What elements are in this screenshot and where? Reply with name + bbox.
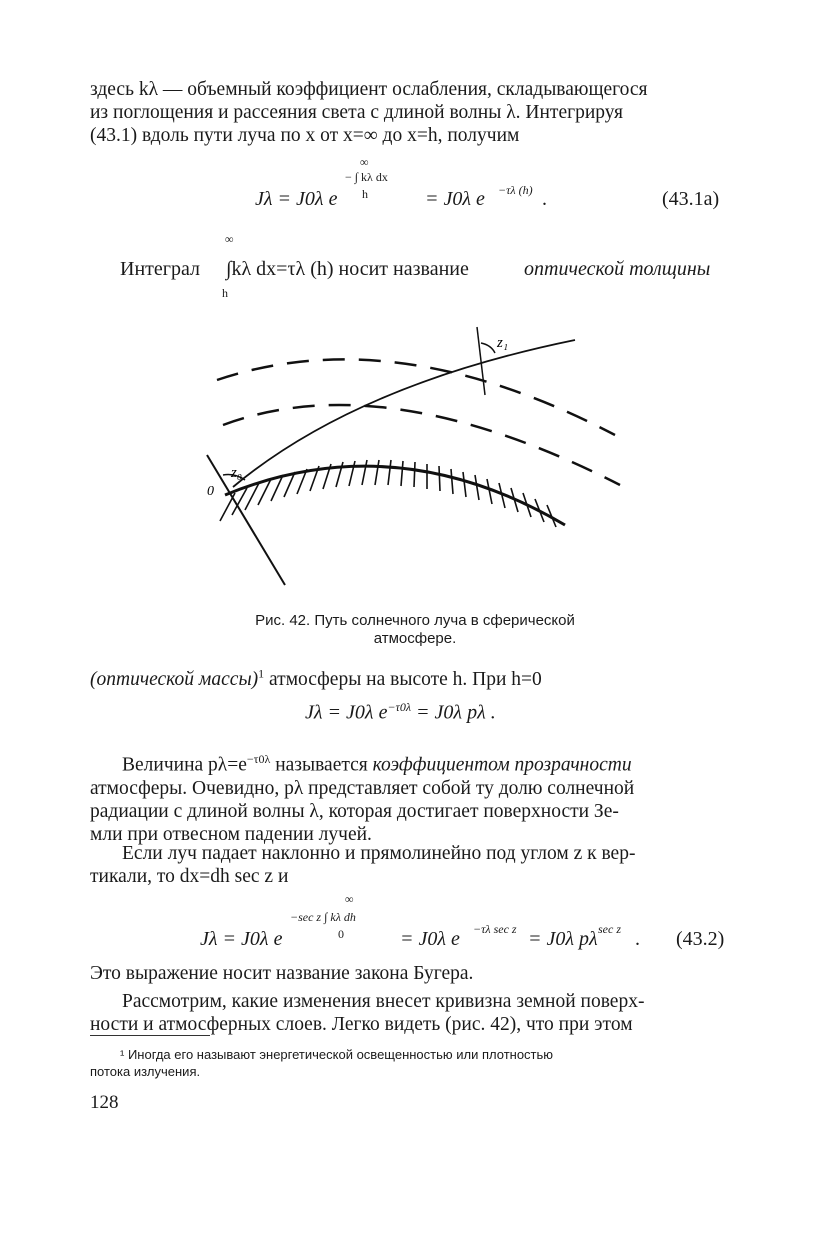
eq-h0-text: Jλ = J0λ e [305,701,388,724]
eq-h0-rest: = J0λ pλ . [411,701,496,724]
eq-432-exp-upper: ∞ [345,892,354,906]
atmosphere-layer-upper [217,359,615,435]
atmosphere-layer-lower [223,405,620,485]
eq-431a-right: = J0λ e [425,188,485,210]
eq-432-mid: = J0λ e [400,928,460,950]
eq-432-exp-lower: 0 [338,927,344,941]
bouguer-text: Это выражение носит название закона Бугера. [90,963,474,984]
figure-42-diagram [195,315,635,595]
equation-h0 [305,700,496,725]
transparency-exp: −τ0λ [246,752,271,766]
oblique-line-2: тикали, то dx=dh sec z и [90,866,289,887]
transparency-line-1b: называется [270,754,373,776]
footnote [90,1046,740,1080]
transparency-line-1a: Величина pλ=e [122,754,247,776]
page-number: 128 [90,1092,119,1113]
intro-line-2: из поглощения и рассеяния света с длиной волны λ. Интегрируя [90,102,624,123]
curvature-line-1: Рассмотрим, какие изменения внесет кривизна земной поверх- [122,991,645,1012]
footnote-rule [90,1035,210,1036]
vertical-at-surface [207,455,285,585]
footnote-line-2: потока излучения. [90,1064,201,1079]
eq-431a-exp-integrand: − ∫ kλ dx [345,170,388,184]
angle-z1-arc [481,343,495,353]
eq-431a-exp-upper: ∞ [360,155,369,169]
eq-432-left: Jλ = J0λ e [200,928,283,950]
transparency-line-3: радиации с длиной волны λ, которая достигает поверхности Зе- [90,800,619,822]
eq-432-end: . [635,928,640,950]
integral-italic-term: оптической толщины [524,258,711,280]
eq-432-right: = J0λ pλ [528,928,598,950]
eq-h0-exp: −τ0λ [387,700,412,714]
transparency-line-2: атмосферы. Очевидно, pλ представляет собой ту долю солнечной [90,777,635,799]
eq-432-mid-exp: −τλ sec z [473,922,517,936]
oblique-paragraph [90,842,740,888]
intro-line-3: (43.1) вдоль пути луча по x от x=∞ до x=h, получим [90,125,520,146]
oblique-line-1: Если луч падает наклонно и прямолинейно под углом z к вер- [122,843,636,864]
eq-432-number: (43.2) [676,928,725,950]
optical-mass-italic: (оптической массы) [90,668,259,690]
eq-431a-end: . [542,188,547,210]
figure-caption [195,612,635,648]
integral-prefix: Интеграл [120,258,200,280]
footnote-mark: 1 [258,666,265,680]
eq-431a-left: Jλ = J0λ e [255,188,338,210]
footnote-line-1: ¹ Иногда его называют энергетической освещенностью или плотностью [120,1047,554,1062]
eq-432-exp-integrand: −sec z ∫ kλ dh [290,910,356,924]
intro-paragraph [90,78,740,147]
optical-mass-rest: атмосферы на высоте h. При h=0 [264,668,542,690]
transparency-italic-term: коэффициентом прозрачности [372,754,632,776]
integral-upper-limit: ∞ [225,232,234,246]
label-z0: z₀ [231,465,243,481]
label-o: 0 [207,484,214,499]
eq-431a-right-exp: −τλ (h) [498,183,533,197]
integral-body: ∫kλ dx=τλ (h) носит название [226,258,469,280]
transparency-paragraph [90,748,740,846]
eq-431a-exp-lower: h [362,187,368,201]
curvature-line-2: ности и атмосферных слоев. Легко видеть (рис. 42), что при этом [90,1014,633,1035]
optical-mass-line [90,662,740,691]
caption-line-2: атмосфере. [373,630,457,647]
vertical-at-upper-layer [477,327,485,395]
label-z1: z₁ [497,335,509,351]
bouguer-line [90,962,740,985]
caption-line-1: Рис. 42. Путь солнечного луча в сферической [255,612,575,629]
eq-432-right-exp: sec z [598,922,621,936]
integral-lower-limit: h [222,286,228,300]
sun-ray-path [233,340,575,487]
earth-hatching [220,460,556,527]
transparency-line-4: мли при отвесном падении лучей. [90,823,372,845]
curvature-paragraph [90,990,740,1036]
intro-line-1: здесь kλ — объемный коэффициент ослабления, складывающегося [90,79,648,100]
eq-431a-number: (43.1a) [662,188,720,210]
